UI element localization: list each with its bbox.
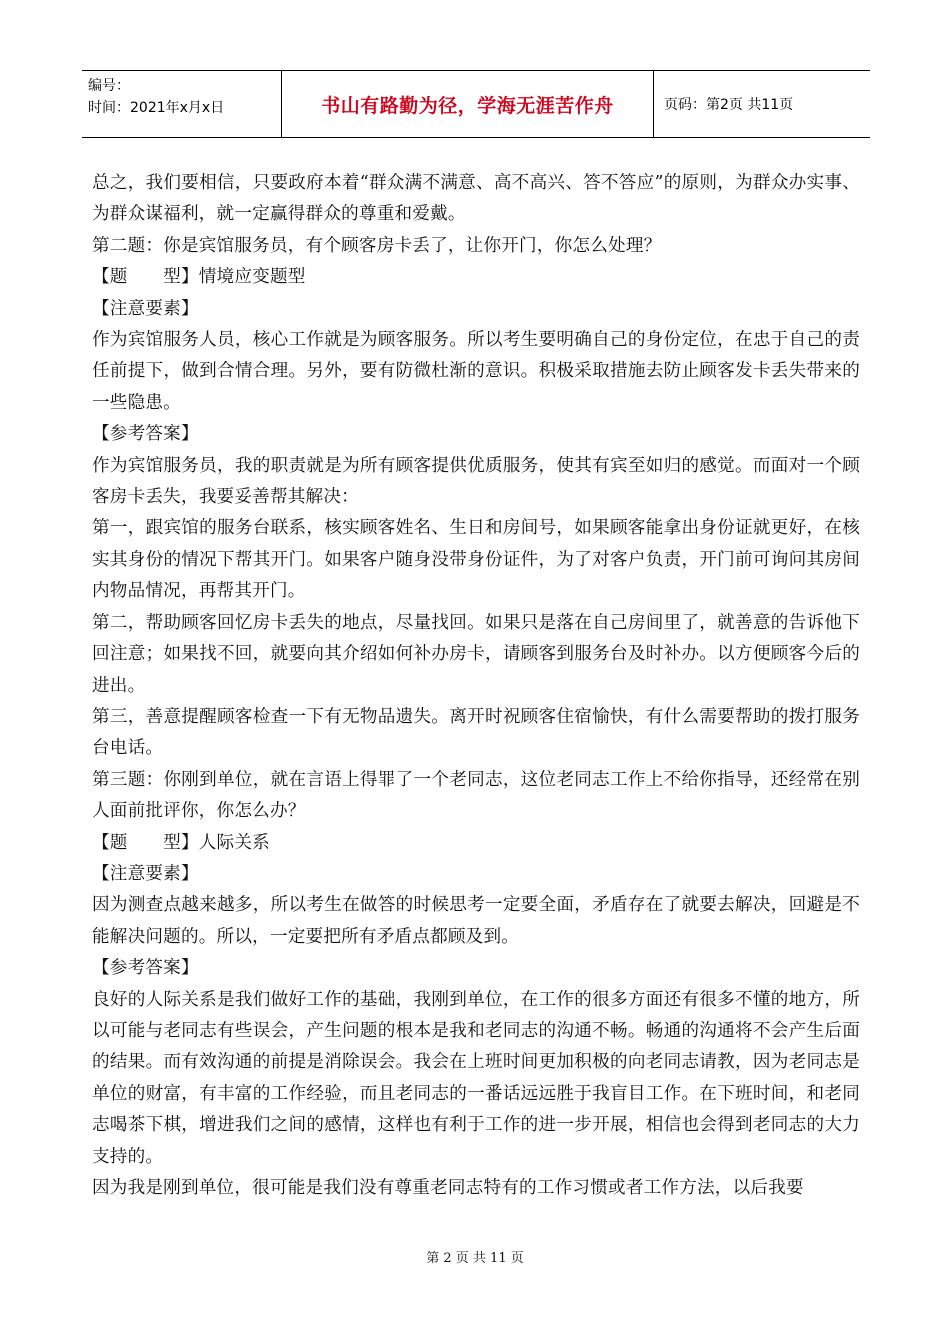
document-body — [92, 168, 860, 1204]
paragraph: 作为宾馆服务人员，核心工作就是为顾客服务。所以考生要明确自己的身份定位，在忠于自己的责任前提下，做到合情合理。另外，要有防微杜渐的意识。积极采取措施去防止顾客发卡丢失带来的一些隐患。 — [92, 330, 860, 413]
paragraph: 第一，跟宾馆的服务台联系，核实顾客姓名、生日和房间号，如果顾客能拿出身份证就更好，在核实其身份的情况下帮其开门。如果客户随身没带身份证件，为了对客户负责，开门前可询问其房间内物品情况，再帮其开门。 — [92, 518, 860, 602]
section-label: 【参考答案】 — [92, 424, 199, 445]
document-date: 时间：2021年x月x日 — [88, 100, 225, 116]
paragraph: 总之，我们要相信，只要政府本着“群众满不满意、高不高兴、答不答应”的原则，为群众办实事、为群众谋福利，就一定赢得群众的尊重和爱戴。 — [92, 173, 860, 225]
question-type: 【题 型】人际关系 — [92, 832, 270, 853]
paragraph: 第二，帮助顾客回忆房卡丢失的地点，尽量找回。如果只是落在自己房间里了，就善意的告诉他下回注意；如果找不回，就要向其介绍如何补办房卡，请顾客到服务台及时补办。以方便顾客今后的进出。 — [92, 612, 860, 696]
header-motto-cell — [282, 71, 654, 137]
header-page-number: 页码：第2页 共11页 — [664, 97, 794, 113]
question-heading: 第三题：你刚到单位，就在言语上得罪了一个老同志，这位老同志工作上不给你指导，还经常在别人面前批评你，你怎么办？ — [92, 769, 860, 822]
page-header — [82, 70, 870, 138]
header-meta — [82, 71, 282, 137]
paragraph: 因为测查点越来越多，所以考生在做答的时候思考一定要全面，矛盾存在了就要去解决，回避是不能解决问题的。所以，一定要把所有矛盾点都顾及到。 — [92, 895, 860, 947]
section-label: 【注意要素】 — [92, 863, 199, 884]
paragraph: 作为宾馆服务员，我的职责就是为所有顾客提供优质服务，使其有宾至如归的感觉。而面对一个顾客房卡丢失，我要妥善帮其解决： — [92, 455, 860, 508]
document-number: 编号： — [88, 78, 130, 94]
section-label: 【注意要素】 — [92, 298, 199, 319]
header-motto: 书山有路勤为径，学海无涯苦作舟 — [321, 94, 614, 117]
question-heading: 第二题：你是宾馆服务员，有个顾客房卡丢了，让你开门，你怎么处理？ — [92, 235, 662, 256]
question-type: 【题 型】情境应变题型 — [92, 267, 306, 288]
paragraph: 第三，善意提醒顾客检查一下有无物品遗失。离开时祝顾客住宿愉快，有什么需要帮助的拨打服务台电话。 — [92, 706, 860, 759]
paragraph: 因为我是刚到单位，很可能是我们没有尊重老同志特有的工作习惯或者工作方法，以后我要 — [92, 1178, 804, 1198]
section-label: 【参考答案】 — [92, 958, 199, 979]
page-footer: 第 2 页 共 11 页 — [426, 1251, 524, 1266]
paragraph: 良好的人际关系是我们做好工作的基础，我刚到单位，在工作的很多方面还有很多不懂的地方，所以可能与老同志有些误会，产生问题的根本是我和老同志的沟通不畅。畅通的沟通将不会产生后面的结果。而有效沟通的前提是消除误会。我会在上班时间更加积极的向老同志请教，因为老同志是单位的财富，有丰富的工作经验，而且老同志的一番话远远胜于我盲目工作。在下班时间，和老同志喝茶下棋，增进我们之间的感情，这样也有利于工作的进一步开展，相信也会得到老同志的大力支持的。 — [92, 989, 860, 1167]
